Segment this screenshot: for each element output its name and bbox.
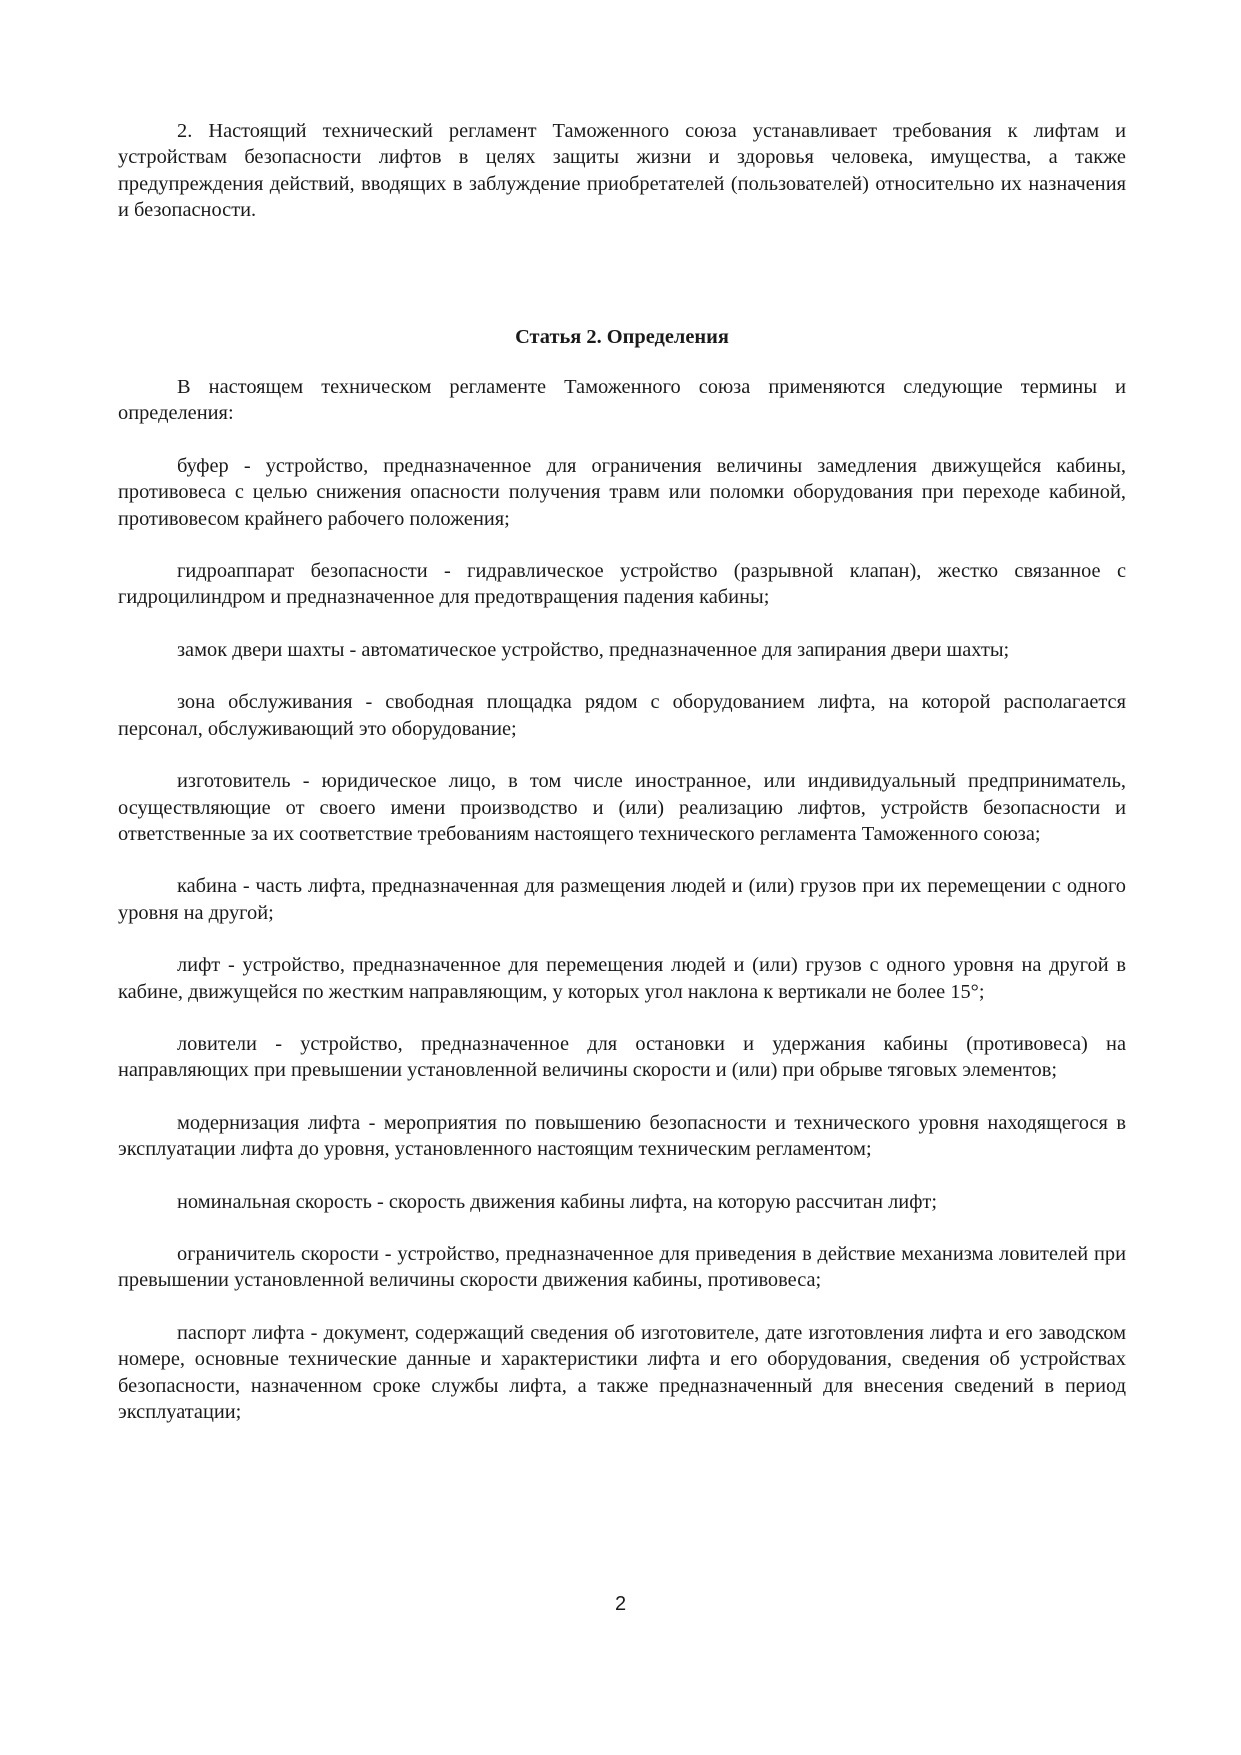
spacer [118, 611, 1126, 637]
definitions-list [118, 427, 1126, 1426]
definition-paragraph: ловители - устройство, предназначенное для остановки и удержания кабины (противовеса) на направляющих при превышении установленной величины скорости и (или) при обрыве тяговых элементов; [118, 1032, 1126, 1082]
page-number: 2 [614, 1593, 627, 1615]
definition-paragraph: кабина - часть лифта, предназначенная для размещения людей и (или) грузов при их перемещении с одного уровня на другой; [118, 875, 1126, 924]
spacer [118, 663, 1126, 689]
definition-paragraph: паспорт лифта - документ, содержащий сведения об изготовителе, дате изготовления лифта и его заводском номере, основные технические данные и характеристики лифта и его оборудования, сведения об устройствах безопасности, назначенном сроке службы лифта, а также предназначенный для внесения сведений в период эксплуатации; [118, 1321, 1126, 1423]
spacer [118, 532, 1126, 558]
spacer [118, 742, 1126, 768]
spacer [118, 1163, 1126, 1189]
definition-paragraph: гидроаппарат безопасности - гидравлическое устройство (разрывной клапан), жестко связанное с гидроцилиндром и предназначенное для предотвращения падения кабины; [118, 560, 1126, 609]
article-heading: Статья 2. Определения [515, 325, 729, 348]
spacer [118, 1084, 1126, 1110]
definition-paragraph: замок двери шахты - автоматическое устройство, предназначенное для запирания двери шахты; [177, 638, 1010, 661]
spacer [118, 427, 1126, 453]
spacer [118, 1294, 1126, 1320]
definition-paragraph: зона обслуживания - свободная площадка рядом с оборудованием лифта, на которой располагается персонал, обслуживающий это оборудование; [118, 691, 1126, 740]
spacer [118, 224, 1126, 324]
intro-paragraph: 2. Настоящий технический регламент Таможенного союза устанавливает требования к лифтам и устройствам безопасности лифтов в целях защиты жизни и здоровья человека, имущества, а также предупреждения действий, вводящих в заблуждение приобретателей (пользователей) относительно их назначения и безопасности. [118, 120, 1126, 222]
document-page [118, 118, 1126, 1425]
definition-paragraph: изготовитель - юридическое лицо, в том числе иностранное, или индивидуальный предприниматель, осуществляющие от своего имени производство и (или) реализацию лифтов, устройств безопасности и ответственные за их соответствие требованиям настоящего технического регламента Таможенного союза; [118, 770, 1126, 845]
spacer [118, 350, 1126, 374]
definition-paragraph: буфер - устройство, предназначенное для ограничения величины замедления движущейся кабины, противовеса с целью снижения опасности получения травм или поломки оборудования при переходе кабиной, противовесом крайнего рабочего положения; [118, 454, 1126, 530]
spacer [118, 1215, 1126, 1241]
spacer [118, 847, 1126, 873]
definition-paragraph: модернизация лифта - мероприятия по повышению безопасности и технического уровня находящегося в эксплуатации лифта до уровня, установленного настоящим техническим регламентом; [118, 1111, 1126, 1161]
definition-paragraph: ограничитель скорости - устройство, предназначенное для приведения в действие механизма ловителей при превышении установленной величины скорости движения кабины, противовеса; [118, 1242, 1126, 1292]
spacer [118, 1005, 1126, 1031]
definition-paragraph: номинальная скорость - скорость движения кабины лифта, на которую рассчитан лифт; [177, 1190, 938, 1213]
spacer [118, 926, 1126, 952]
definition-paragraph: лифт - устройство, предназначенное для перемещения людей и (или) грузов с одного уровня на другой в кабине, движущейся по жестким направляющим, у которых угол наклона к вертикали не более 15°; [118, 954, 1126, 1003]
article-lead-paragraph: В настоящем техническом регламенте Таможенного союза применяются следующие термины и определения: [118, 376, 1126, 425]
